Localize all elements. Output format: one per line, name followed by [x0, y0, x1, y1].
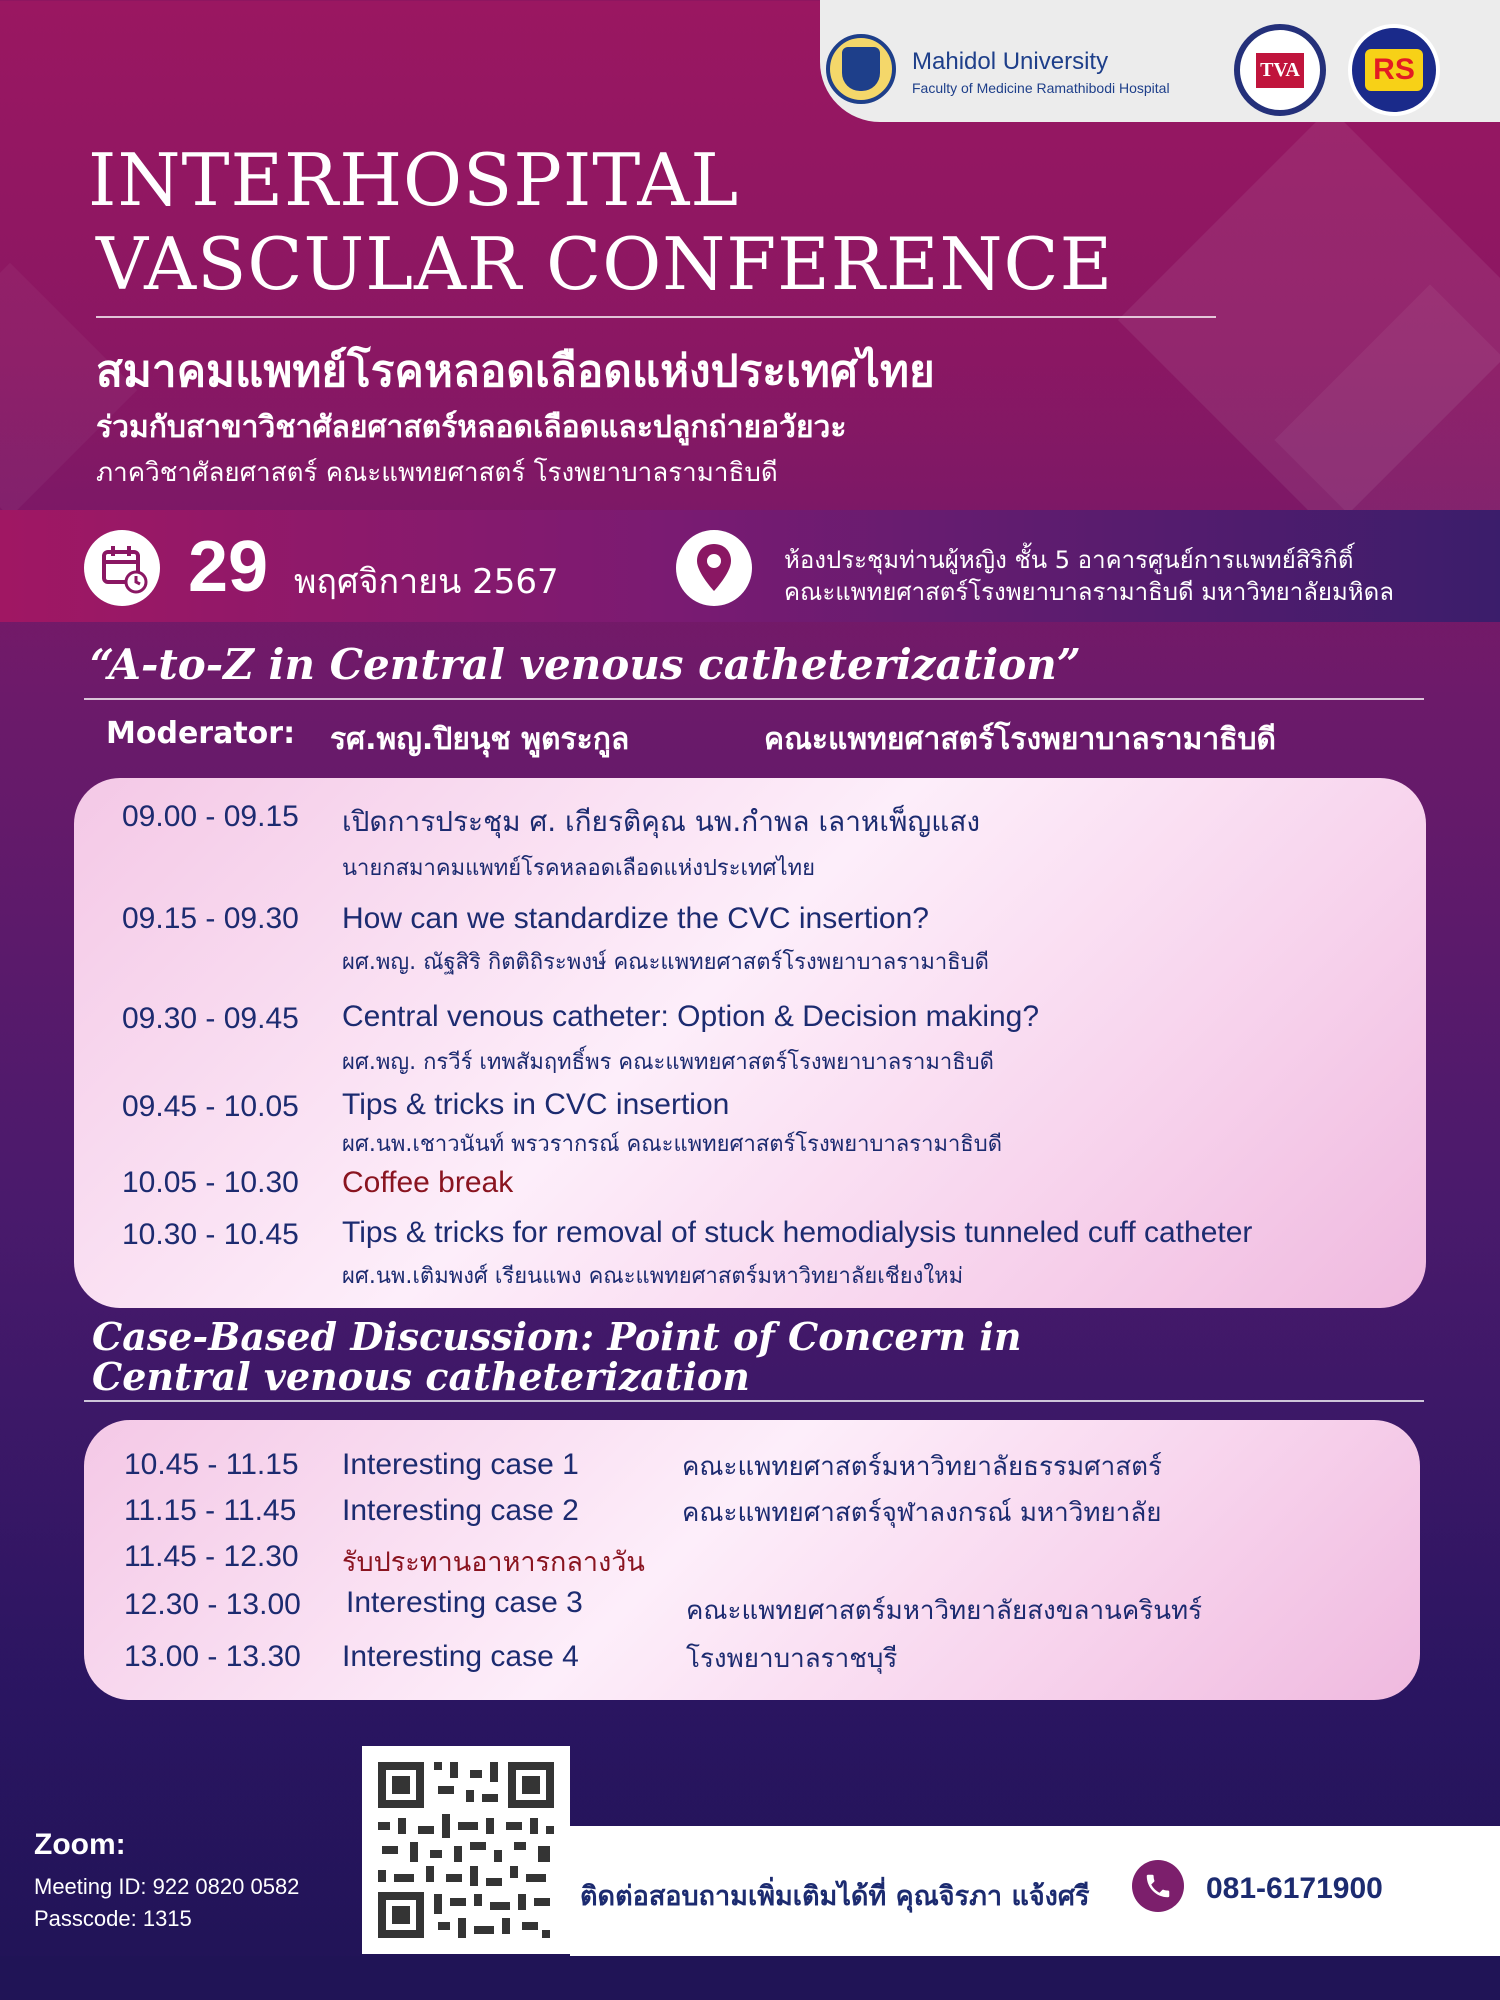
tva-logo-icon: TVA: [1234, 24, 1326, 116]
coffee-break: Coffee break: [342, 1166, 514, 1199]
schedule-item: Tips & tricks for removal of stuck hemodialysis tunneled cuff catheter: [342, 1216, 1253, 1249]
venue-line1: ห้องประชุมท่านผู้หญิง ชั้น 5 อาคารศูนย์การแพทย์สิริกิติ์: [784, 546, 1354, 574]
venue-line2: คณะแพทยศาสตร์โรงพยาบาลรามาธิบดี มหาวิทยาลัยมหิดล: [784, 578, 1394, 606]
schedule-item: เปิดการประชุม ศ. เกียรติคุณ นพ.กำพล เลาหเพ็ญแสง: [342, 805, 981, 838]
zoom-passcode: Passcode: 1315: [34, 1906, 192, 1931]
schedule-time: 09.00 - 09.15: [122, 800, 299, 833]
zoom-heading: Zoom:: [34, 1828, 126, 1861]
case-affiliation: คณะแพทยศาสตร์จุฬาลงกรณ์ มหาวิทยาลัย: [682, 1498, 1162, 1528]
thai-title-2: ร่วมกับสาขาวิชาศัลยศาสตร์หลอดเลือดและปลูกถ่ายอวัยวะ: [96, 410, 847, 445]
case-item: Interesting case 3: [346, 1586, 583, 1619]
schedule-item: Tips & tricks in CVC insertion: [342, 1088, 730, 1121]
case-time: 11.15 - 11.45: [124, 1494, 297, 1527]
case-affiliation: คณะแพทยศาสตร์มหาวิทยาลัยสงขลานครินทร์: [686, 1596, 1203, 1626]
phone-icon: [1132, 1860, 1184, 1912]
thai-title-1: สมาคมแพทย์โรคหลอดเลือดแห่งประเทศไทย: [96, 346, 935, 397]
section2-title-line1: Case-Based Discussion: Point of Concern in: [92, 1314, 1022, 1359]
case-affiliation: คณะแพทยศาสตร์มหาวิทยาลัยธรรมศาสตร์: [682, 1452, 1162, 1482]
schedule-item: Central venous catheter: Option & Decision making?: [342, 1000, 1040, 1033]
title-line1: INTERHOSPITAL: [88, 138, 740, 222]
calendar-icon: [84, 530, 160, 606]
schedule-time: 09.15 - 09.30: [122, 902, 299, 935]
case-item: Interesting case 4: [342, 1640, 579, 1673]
case-affiliation: โรงพยาบาลราชบุรี: [686, 1644, 898, 1674]
event-day: 29: [188, 527, 269, 607]
moderator-label: Moderator:: [106, 716, 296, 751]
zoom-meeting-id: Meeting ID: 922 0820 0582: [34, 1874, 300, 1899]
faculty-name: Faculty of Medicine Ramathibodi Hospital: [912, 80, 1170, 96]
thai-title-3: ภาควิชาศัลยศาสตร์ คณะแพทยศาสตร์ โรงพยาบาลรามาธิบดี: [96, 458, 778, 488]
schedule-time: 10.05 - 10.30: [122, 1166, 299, 1199]
case-time: 12.30 - 13.00: [124, 1588, 301, 1621]
schedule-speaker: ผศ.นพ.เชาวนันท์ พรวรากรณ์ คณะแพทยศาสตร์โรงพยาบาลรามาธิบดี: [342, 1132, 1002, 1157]
university-name: Mahidol University: [912, 48, 1109, 75]
section2-divider: [84, 1400, 1424, 1402]
schedule-time: 09.30 - 09.45: [122, 1002, 299, 1035]
event-month-year: พฤศจิกายน 2567: [294, 562, 559, 602]
schedule-speaker: นายกสมาคมแพทย์โรคหลอดเลือดแห่งประเทศไทย: [342, 856, 815, 881]
footer-band: [0, 1956, 1500, 2000]
rs-logo-icon: RS: [1348, 24, 1440, 116]
moderator-affiliation: คณะแพทยศาสตร์โรงพยาบาลรามาธิบดี: [764, 722, 1277, 757]
schedule-time: 10.30 - 10.45: [122, 1218, 299, 1251]
schedule-item: How can we standardize the CVC insertion?: [342, 902, 929, 935]
location-pin-icon: [676, 530, 752, 606]
title-divider: [96, 316, 1216, 318]
case-time: 11.45 - 12.30: [124, 1540, 299, 1573]
case-time: 13.00 - 13.30: [124, 1640, 301, 1673]
contact-text: ติดต่อสอบถามเพิ่มเติมได้ที่ คุณจิรภา แจ้งศรี: [580, 1881, 1090, 1912]
schedule-time: 09.45 - 10.05: [122, 1090, 299, 1123]
contact-phone[interactable]: 081-6171900: [1206, 1872, 1383, 1905]
case-item: Interesting case 2: [342, 1494, 579, 1527]
title-line2: VASCULAR CONFERENCE: [96, 222, 1114, 306]
moderator-name: รศ.พญ.ปิยนุช พูตระกูล: [330, 722, 630, 757]
lunch-break: รับประทานอาหารกลางวัน: [342, 1547, 645, 1578]
case-time: 10.45 - 11.15: [124, 1448, 299, 1481]
schedule-speaker: ผศ.พญ. ณัฐสิริ กิตติถิระพงษ์ คณะแพทยศาสตร์โรงพยาบาลรามาธิบดี: [342, 950, 989, 975]
section2-title-line2: Central venous catheterization: [92, 1354, 750, 1399]
section1-title: “A-to-Z in Central venous catheterization”: [90, 640, 1081, 689]
case-item: Interesting case 1: [342, 1448, 579, 1481]
schedule-speaker: ผศ.พญ. กรวีร์ เทพสัมฤทธิ์พร คณะแพทยศาสตร์โรงพยาบาลรามาธิบดี: [342, 1050, 994, 1075]
mahidol-seal-icon: [826, 34, 896, 104]
section1-divider: [84, 698, 1424, 700]
qr-code[interactable]: [362, 1746, 570, 1954]
schedule-speaker: ผศ.นพ.เติมพงศ์ เรียนแพง คณะแพทยศาสตร์มหาวิทยาลัยเชียงใหม่: [342, 1264, 964, 1289]
